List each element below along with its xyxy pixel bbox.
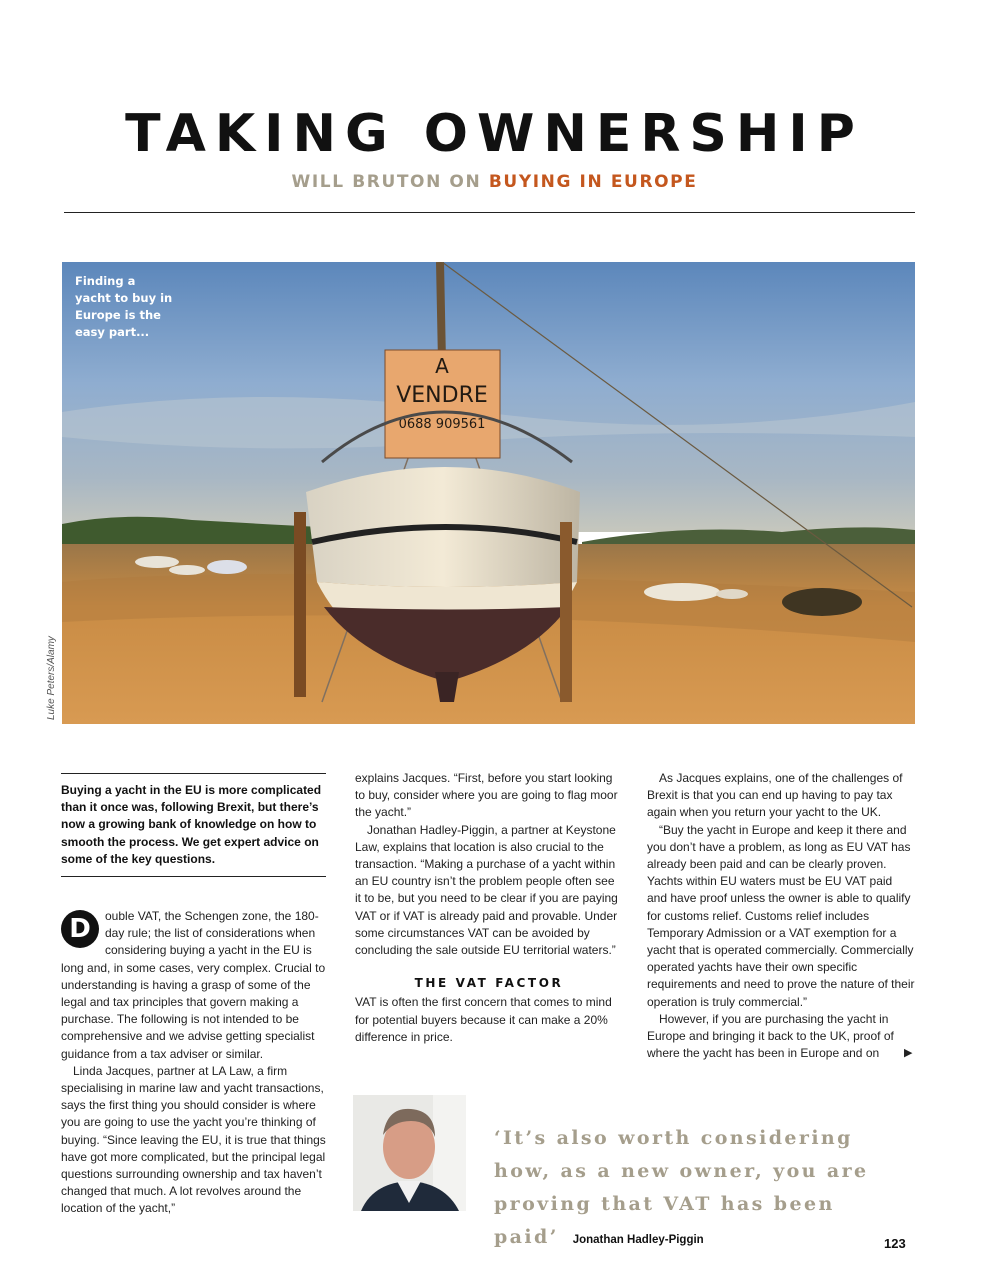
pull-quote-text: ‘It’s also worth considering how, as a new owner, you are proving that VAT has been paid’	[494, 1127, 869, 1248]
drop-cap: D	[61, 910, 99, 948]
subtitle-topic: BUYING IN EUROPE	[488, 172, 698, 192]
section-subhead: THE VAT FACTOR	[414, 976, 564, 991]
header-rule	[64, 212, 915, 213]
article-column-3	[647, 770, 915, 1062]
article-column-2	[355, 770, 623, 1046]
article-column-1	[61, 908, 326, 1218]
pull-quote	[494, 1122, 914, 1257]
subtitle-byline: WILL BRUTON ON	[291, 172, 482, 192]
portrait-photo	[353, 1095, 466, 1211]
sign-line2: VENDRE	[396, 383, 488, 408]
pull-quote-attribution: Jonathan Hadley-Piggin	[572, 1234, 704, 1246]
page-title: TAKING OWNERSHIP	[125, 104, 864, 164]
paragraph: explains Jacques. “First, before you start looking to buy, consider where you are going to flag moor the yacht.”	[355, 771, 618, 820]
hero-photo	[62, 262, 915, 724]
continue-arrow-icon: ▶	[904, 1047, 913, 1059]
subtitle	[0, 172, 989, 192]
intro-standfirst: Buying a yacht in the EU is more complicated than it once was, following Brexit, but there’s now a growing bank of knowledge on how to smooth the process. We get expert advice on some of the key questions.	[61, 773, 326, 877]
paragraph: VAT is often the first concern that comes to mind for potential buyers because it can make a 20% difference in price.	[355, 995, 612, 1044]
sign-line1: A	[435, 354, 449, 378]
paragraph: ouble VAT, the Schengen zone, the 180-day rule; the list of considerations when considering buying a yacht in the EU is long and, in some cases, very complex. Crucial to understanding is having a grasp of some of the legal and tax principles that govern making a purchase. The following is not intended to be comprehensive and we advise getting specialist guidance from a tax adviser or similar.	[61, 909, 326, 1061]
paragraph: Jonathan Hadley-Piggin, a partner at Keystone Law, explains that location is also crucial to the transaction. “Making a purchase of a yacht within an EU country isn’t the problem people often see it to be, but you need to be clear if you are paying VAT or if VAT is already paid and provable. Under some circumstances VAT can be avoided by concluding the sale outside EU territorial waters.”	[355, 822, 618, 958]
page-number: 123	[884, 1236, 906, 1251]
paragraph: However, if you are purchasing the yacht in Europe and bringing it back to the UK, proof of where the yacht has been in Europe and on	[647, 1011, 894, 1061]
paragraph: Linda Jacques, partner at LA Law, a firm specialising in marine law and yacht transactions, says the first thing you should consider is where you are going to use the yacht you’re thinking of buying. “Since leaving the EU, it is true that things have got more complicated, but the principal legal questions surrounding ownership and tax haven’t changed that much. A lot revolves around the location of the yacht,”	[61, 1063, 326, 1216]
photo-caption: Finding a yacht to buy in Europe is the easy part...	[75, 274, 173, 339]
paragraph: As Jacques explains, one of the challenges of Brexit is that you can end up having to pay tax again when you return your yacht to the UK.	[647, 771, 903, 820]
photo-credit: Luke Peters/Alamy	[46, 636, 57, 720]
paragraph: “Buy the yacht in Europe and keep it there and you don’t have a problem, as long as EU VAT has already been paid and can be clearly proven. Yachts within EU waters must be EU VAT paid and have proof unless the owner is able to qualify for customs relief. Customs relief includes Temporary Admission or a VAT exemption for a yacht that is operated commercially. Commercially operated yachts have their own specific requirements and need to prove the nature of their operation is truly commercial.”	[647, 822, 915, 1009]
sign-phone: 0688 909561	[398, 417, 486, 432]
